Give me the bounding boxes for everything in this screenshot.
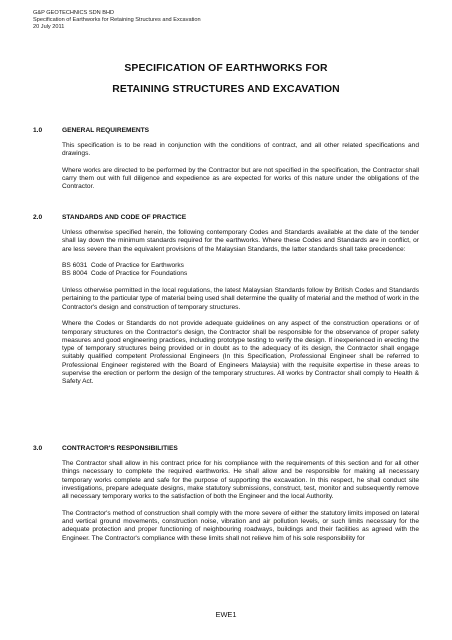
section-heading-standards [33, 214, 186, 221]
section-title: GENERAL REQUIREMENTS [62, 127, 150, 134]
section-number: 3.0 [33, 445, 43, 452]
section-number: 2.0 [33, 214, 43, 221]
document-title-line-1: SPECIFICATION OF EARTHWORKS FOR [124, 63, 328, 74]
page-footer-label: EWE1 [215, 610, 237, 619]
code-title: Code of Practice for Foundations [90, 270, 188, 278]
paragraph: This specification is to be read in conjunction with the conditions of contract, and all other related specifications and drawings. [62, 142, 419, 158]
section-body-general-requirements [62, 142, 419, 200]
header-company: G&P GEOTECHNICS SDN BHD [33, 10, 115, 16]
paragraph: Unless otherwise permitted in the local regulations, the latest Malaysian Standards follow by British Codes and Standards pertaining to the particular type of material being used shall determine the quality of material and the method of work in the Contractor's design and construction of temporary structures. [62, 287, 419, 311]
section-body-standards [62, 229, 419, 395]
section-number: 1.0 [33, 127, 43, 134]
document-title-line-2: RETAINING STRUCTURES AND EXCAVATION [112, 84, 340, 95]
header-date: 20 July 2011 [33, 24, 65, 31]
code-number: BS 8004 [62, 270, 88, 278]
section-title: CONTRACTOR'S RESPONSIBILITIES [62, 445, 178, 452]
code-row [62, 270, 419, 278]
section-body-contractor-responsibilities [62, 460, 419, 551]
paragraph: Where the Codes or Standards do not provide adequate guidelines on any aspect of the construction operations or of temporary structures on the Contractor's design, the Contractor shall be responsible for the observance of proper safety measures and good engineering practices, including prototype testing to verify the design. If inexperienced in erecting the type of temporary structures being provided or in doubt as to the adequacy of its design, the Contractor shall engage suitably qualified competent Professional Engineers (In this Specification, Professional Engineer shall be referred to Professional Engineer registered with the Board of Engineers Malaysia) with the requisite expertise in these areas to supervise the erection or perform the design of the temporary structures. All works by Contractor shall comply to Health & Safety Act. [62, 320, 419, 386]
code-title: Code of Practice for Earthworks [90, 262, 184, 270]
header-document-title: Specification of Earthworks for Retaining Structures and Excavation [33, 17, 201, 24]
paragraph: Where works are directed to be performed by the Contractor but are not specified in the specification, the Contractor shall carry them out with full diligence and expedience as are expected for works of this nature under the obligations of the Contractor. [62, 166, 419, 191]
paragraph: The Contractor shall allow in his contract price for his compliance with the requirements of this section and for all other things necessary to complete the required earthworks. He shall allow and be responsible for making all necessary temporary works complete and safe for the purpose of supporting the excavation. In this respect, he shall conduct site investigations, prepare adequate designs, make statutory submissions, construct, test, monitor and subsequently remove all necessary temporary works to the satisfaction of both the Engineer and the local Authority. [62, 460, 419, 501]
paragraph: The Contractor's method of construction shall comply with the more severe of either the statutory limits imposed on lateral and vertical ground movements, construction noise, vibration and air pollution levels, or such limits necessary for the adequate protection and proper functioning of neighbouring roadways, buildings and their facilities as agreed with the Engineer. The Contractor's compliance with these limits shall not relieve him of his sole responsibility for [62, 509, 419, 542]
section-heading-contractor-responsibilities [33, 445, 178, 452]
section-heading-general-requirements [33, 127, 149, 134]
code-number: BS 6031 [62, 262, 88, 270]
page-header [33, 10, 201, 32]
code-row [62, 262, 419, 270]
code-list [62, 262, 419, 279]
section-title: STANDARDS AND CODE OF PRACTICE [62, 214, 187, 221]
paragraph: Unless otherwise specified herein, the following contemporary Codes and Standards available at the date of the tender shall lay down the minimum standards required for the earthworks. Where these Codes and Standards are in conflict, or are less severe than the equivalent provisions of the Malaysian Standards, the latter standards shall take precedence: [62, 229, 419, 253]
